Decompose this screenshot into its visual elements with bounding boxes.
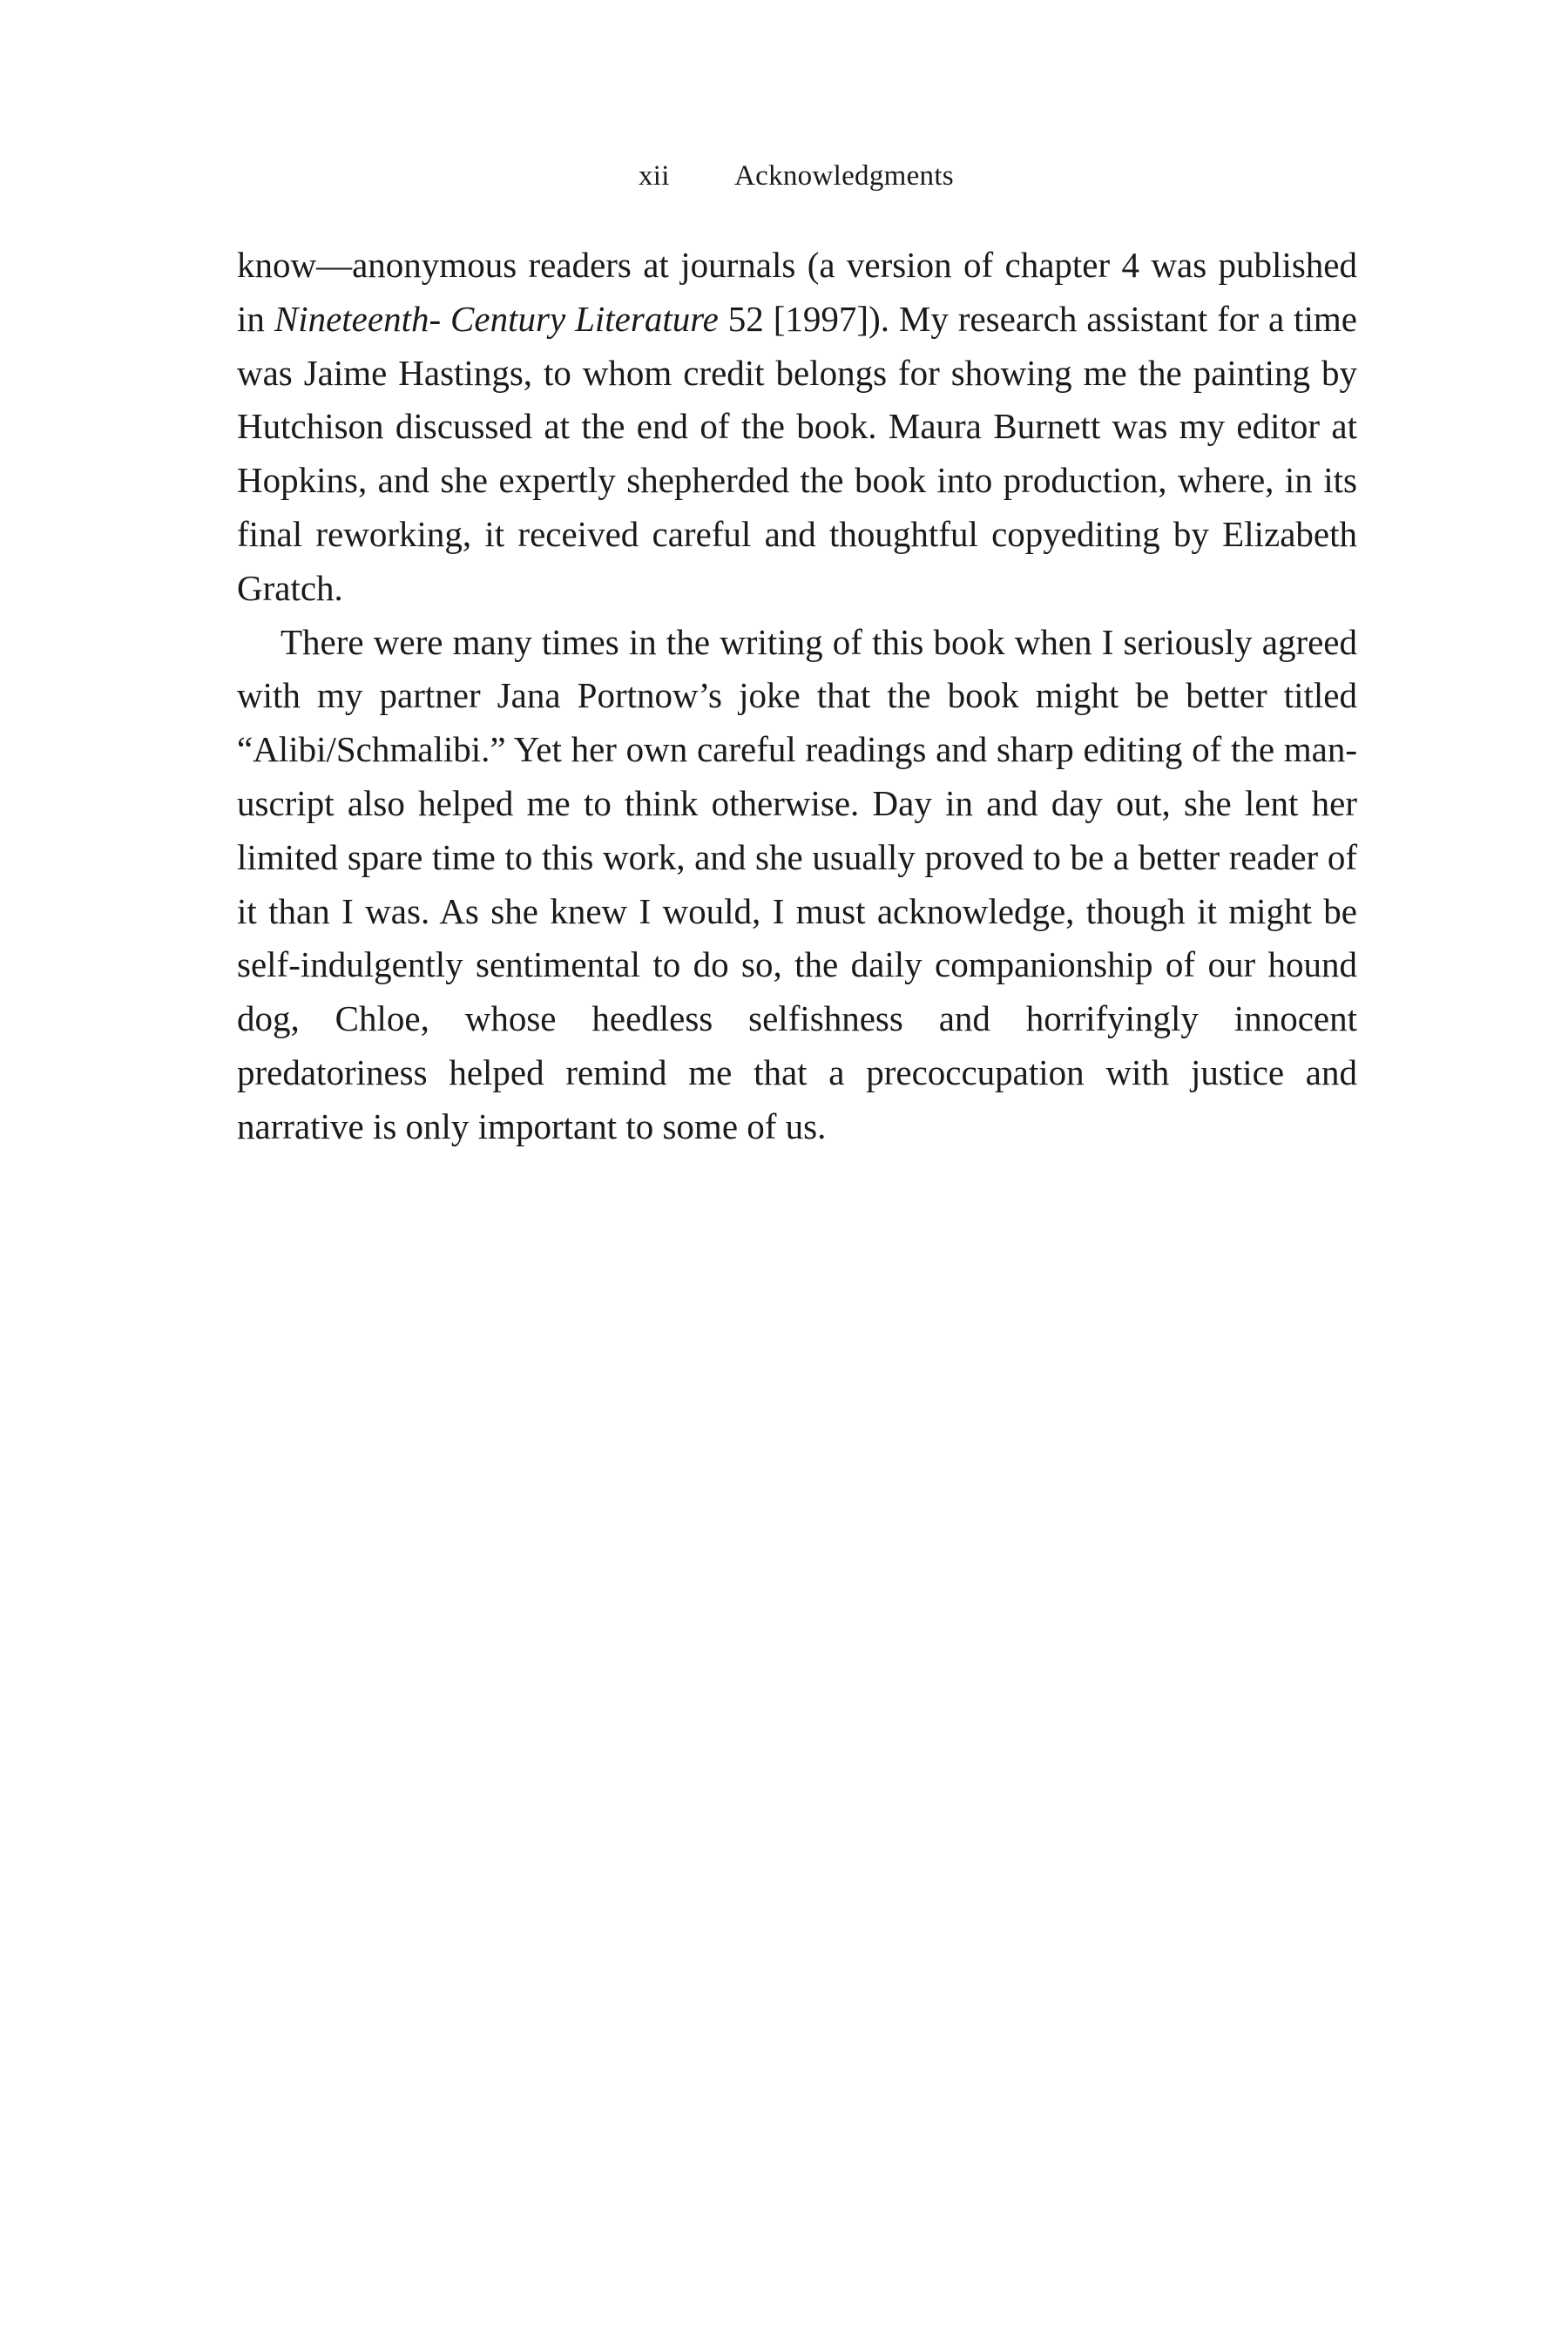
paragraph	[237, 616, 1357, 1154]
body-text	[237, 239, 1357, 1154]
journal-title: Nineteenth- Century Literature	[274, 298, 719, 339]
running-title: Acknowledgments	[734, 160, 954, 192]
running-head	[0, 153, 1568, 199]
paragraph-text: know—anonymous readers at journals (a version of chapter 4 was published in	[237, 245, 1357, 339]
page-number: xii	[639, 160, 670, 192]
paragraph-continued	[237, 239, 1357, 616]
paragraph-text: 52 [1997]). My research assistant for a time was Jaime Hastings, to whom credit belongs for showing me the painting by Hutchison discussed at the end of the book. Maura Burnett was my editor at Hopkins, and she expertly shepherded the book into production, where, in its final reworking, it received careful and thoughtful copyediting by Elizabeth Gratch.	[237, 298, 1357, 608]
paragraph-text: There were many times in the writing of this book when I seriously agreed with my partner Jana Portnow’s joke that the book might be better titled “Alibi/Schmalibi.” Yet her own careful readings and sharp editing of the manuscript also helped me to think otherwise. Day in and day out, she lent her limited spare time to this work, and she usually proved to be a better reader of it than I was. As she knew I would, I must acknowledge, though it might be self-indulgently sentimental to do so, the daily companionship of our hound dog, Chloe, whose heedless selfishness and horrifyingly innocent predatoriness helped remind me that a precoccupation with justice and narrative is only important to some of us.	[237, 621, 1357, 1146]
